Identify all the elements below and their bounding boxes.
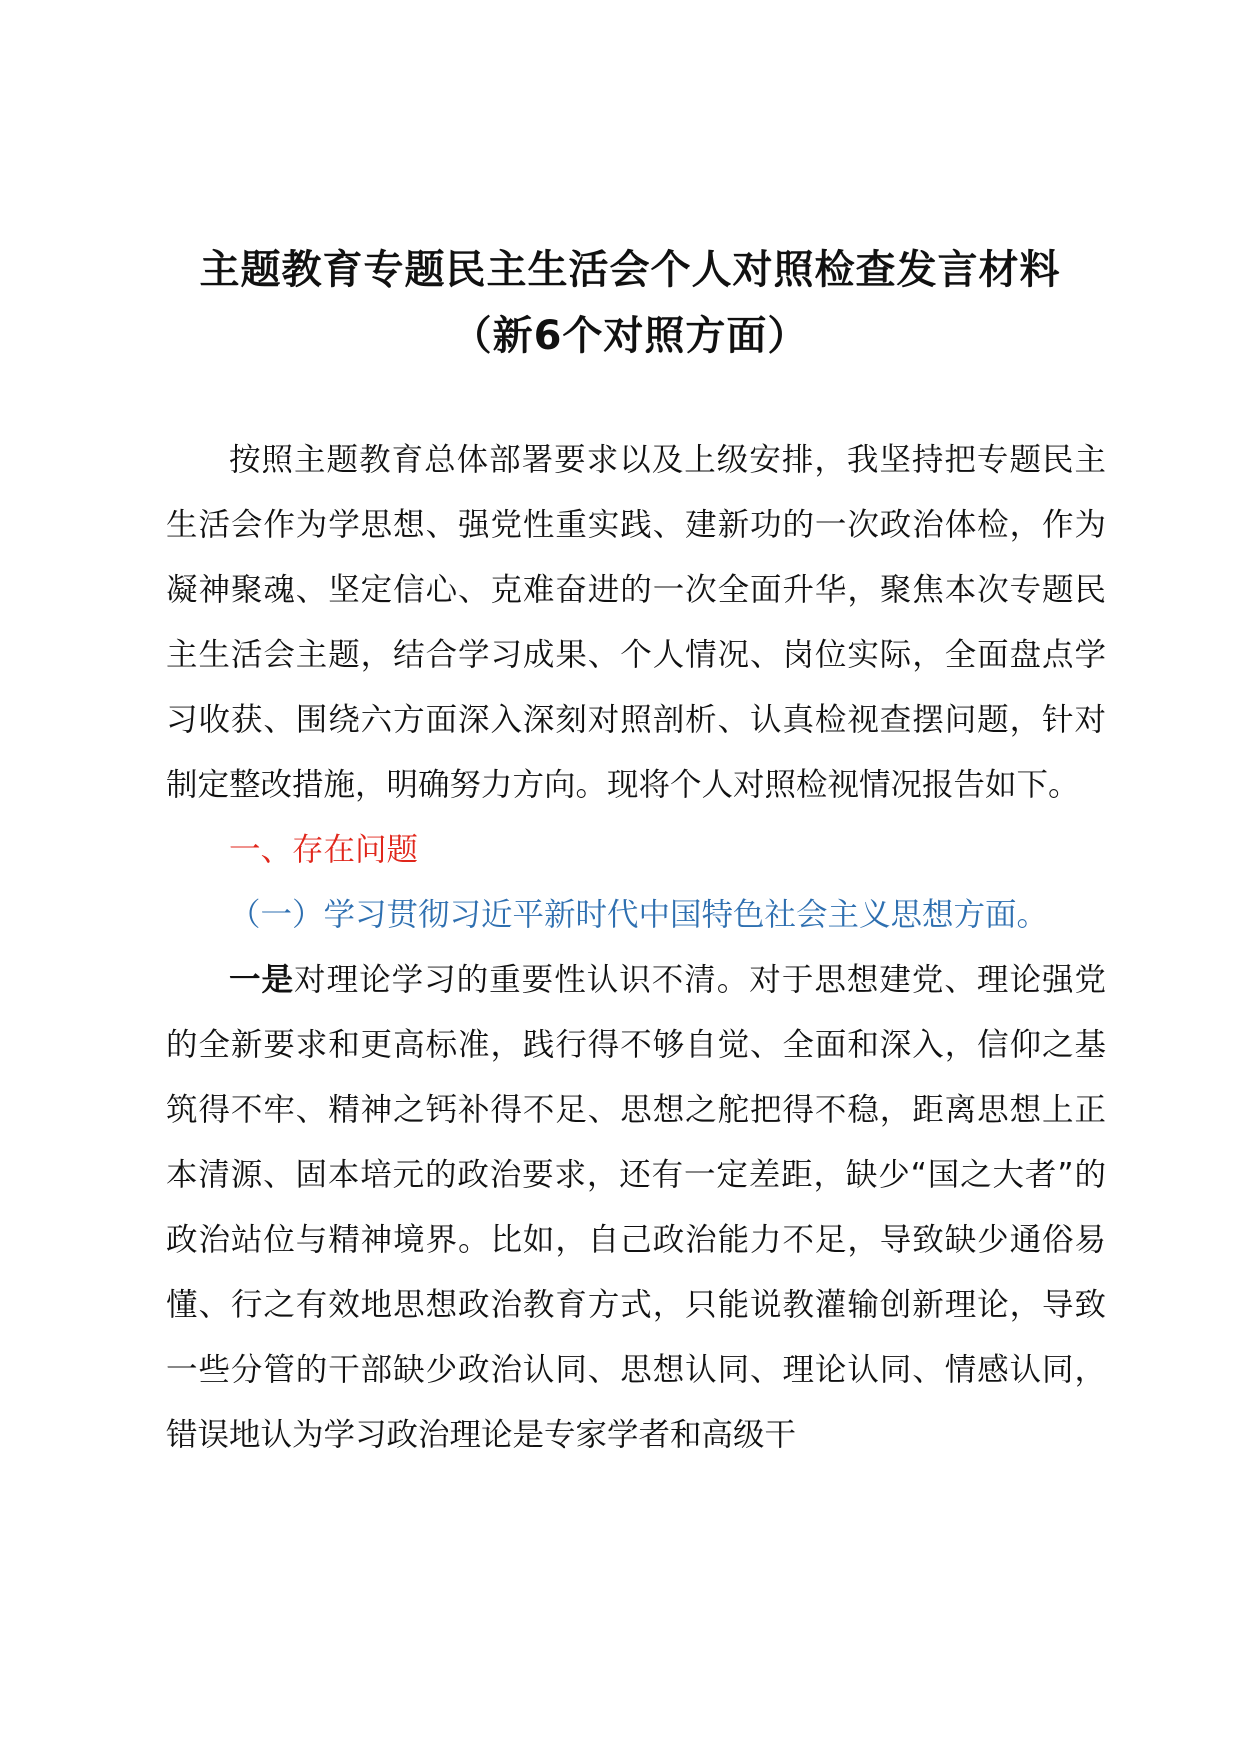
point-lead: 一是 bbox=[229, 962, 295, 998]
section-heading: 一、存在问题 bbox=[229, 832, 419, 868]
document-title-line2: （新6个对照方面） bbox=[451, 313, 809, 359]
document-body bbox=[166, 428, 1106, 1468]
document-title-line1: 主题教育专题民主生活会个人对照检查发言材料 bbox=[199, 247, 1061, 293]
intro-paragraph: 按照主题教育总体部署要求以及上级安排，我坚持把专题民主生活会作为学思想、强党性重实践、建新功的一次政治体检，作为凝神聚魂、坚定信心、克难奋进的一次全面升华，聚焦本次专题民主生活会主题，结合学习成果、个人情况、岗位实际，全面盘点学习收获、围绕六方面深入深刻对照剖析、认真检视查摆问题，针对制定整改措施，明确努力方向。现将个人对照检视情况报告如下。 bbox=[166, 442, 1106, 803]
subsection-heading: （一）学习贯彻习近平新时代中国特色社会主义思想方面。 bbox=[229, 897, 1049, 933]
point-text: 对理论学习的重要性认识不清。对于思想建党、理论强党的全新要求和更高标准，践行得不够自觉、全面和深入，信仰之基筑得不牢、精神之钙补得不足、思想之舵把得不稳，距离思想上正本清源、固本培元的政治要求，还有一定差距，缺少“国之大者”的政治站位与精神境界。比如，自己政治能力不足，导致缺少通俗易懂、行之有效地思想政治教育方式，只能说教灌输创新理论，导致一些分管的干部缺少政治认同、思想认同、理论认同、情感认同，错误地认为学习政治理论是专家学者和高级干 bbox=[166, 962, 1106, 1453]
point-paragraph bbox=[166, 948, 1106, 1468]
